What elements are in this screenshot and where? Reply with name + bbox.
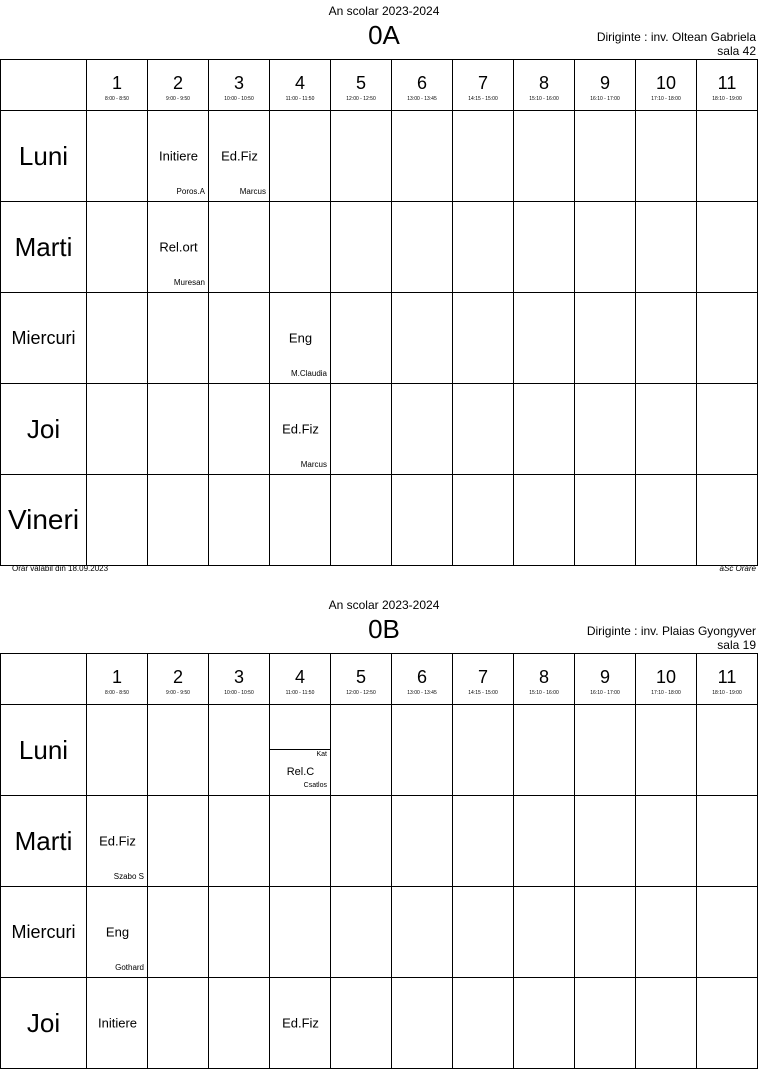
period-number: 10 [655, 667, 677, 687]
class-name: 0A [368, 20, 400, 50]
lesson-cell [331, 887, 392, 978]
period-header [148, 60, 209, 111]
lesson-cell [575, 887, 636, 978]
lesson-cell [453, 796, 514, 887]
period-number: 8 [538, 73, 549, 93]
day-row [1, 796, 758, 887]
lesson-cell [575, 202, 636, 293]
head-teacher-block [597, 30, 756, 58]
lesson-cell [697, 202, 758, 293]
period-number: 2 [172, 667, 183, 687]
period-time: 15:10 - 16:00 [529, 96, 559, 102]
lesson-cell [331, 475, 392, 566]
lesson-cell [87, 796, 148, 887]
timetable-grid [0, 653, 758, 1069]
period-header [453, 654, 514, 705]
lesson-cell [209, 111, 270, 202]
lesson-cell [87, 475, 148, 566]
period-time: 12:00 - 12:50 [346, 690, 376, 696]
lesson-cell [270, 705, 331, 796]
teacher: Gothard [115, 963, 144, 972]
lesson-cell [331, 202, 392, 293]
software-brand: aSc Orare [719, 564, 756, 573]
lesson-cell [392, 384, 453, 475]
period-header [636, 60, 697, 111]
period-header [209, 60, 270, 111]
lesson-cell [148, 202, 209, 293]
lesson-cell [575, 475, 636, 566]
period-time: 14:15 - 15:00 [468, 96, 498, 102]
school-year: An scolar 2023-2024 [328, 4, 440, 18]
period-time: 15:10 - 16:00 [529, 690, 559, 696]
day-row [1, 384, 758, 475]
teacher: Muresan [173, 278, 205, 287]
day-row [1, 978, 758, 1069]
lesson-cell [331, 384, 392, 475]
split-divider [270, 749, 330, 750]
lesson-cell [209, 384, 270, 475]
lesson-cell [331, 293, 392, 384]
lesson-cell [87, 293, 148, 384]
lesson-cell [87, 887, 148, 978]
period-number: 3 [233, 667, 244, 687]
corner-cell [1, 654, 87, 705]
period-header [87, 654, 148, 705]
class-name: 0B [368, 614, 400, 644]
period-header [331, 60, 392, 111]
lesson-cell [514, 796, 575, 887]
lesson-cell [209, 978, 270, 1069]
period-header [575, 654, 636, 705]
head-teacher-block [587, 624, 756, 652]
period-time: 13:00 - 13:45 [407, 690, 437, 696]
room: sala 42 [717, 44, 756, 58]
period-number: 11 [717, 667, 737, 687]
lesson-cell [209, 705, 270, 796]
period-header [392, 60, 453, 111]
lesson-cell [453, 705, 514, 796]
day-name: Joi [1, 978, 87, 1069]
period-time: 8:00 - 8:50 [105, 96, 129, 102]
subject: Eng [105, 924, 130, 940]
period-time: 12:00 - 12:50 [346, 96, 376, 102]
lesson-cell [331, 705, 392, 796]
lesson-cell [453, 111, 514, 202]
lesson-cell [392, 111, 453, 202]
day-name: Marti [1, 202, 87, 293]
teacher: Szabo S [113, 872, 144, 881]
period-number: 7 [477, 667, 488, 687]
lesson-cell [453, 293, 514, 384]
lesson-cell [148, 796, 209, 887]
period-number: 3 [233, 73, 244, 93]
lesson-cell [270, 796, 331, 887]
lesson-cell [514, 384, 575, 475]
lesson-cell [392, 293, 453, 384]
lesson-cell [453, 202, 514, 293]
lesson-cell [636, 978, 697, 1069]
school-year: An scolar 2023-2024 [328, 598, 440, 612]
lesson-cell [148, 293, 209, 384]
period-number: 1 [111, 667, 122, 687]
lesson-cell [392, 705, 453, 796]
day-row [1, 887, 758, 978]
lesson-cell [270, 111, 331, 202]
lesson-cell [697, 384, 758, 475]
subject: Ed.Fiz [282, 1015, 319, 1031]
lesson-cell [209, 887, 270, 978]
lesson-cell [636, 202, 697, 293]
lesson-cell [636, 384, 697, 475]
lesson-cell [514, 202, 575, 293]
head-teacher: Diriginte : inv. Oltean Gabriela [596, 30, 756, 44]
lesson-cell [636, 111, 697, 202]
lesson-cell [87, 202, 148, 293]
valid-from: Orar valabil din 18.09.2023 [12, 564, 109, 573]
period-header [148, 654, 209, 705]
lesson-cell [148, 384, 209, 475]
period-header [575, 60, 636, 111]
teacher: Marcus [300, 460, 327, 469]
period-header [331, 654, 392, 705]
lesson-cell [87, 384, 148, 475]
period-time: 8:00 - 8:50 [105, 690, 129, 696]
subject: Rel.C [286, 766, 315, 778]
lesson-cell [270, 202, 331, 293]
lesson-cell [148, 978, 209, 1069]
lesson-cell [514, 293, 575, 384]
subject: Initiere [97, 1015, 138, 1031]
lesson-cell [392, 475, 453, 566]
lesson-cell [575, 111, 636, 202]
lesson-cell [697, 293, 758, 384]
teacher: M.Claudia [290, 369, 327, 378]
lesson-cell [392, 796, 453, 887]
lesson-cell [636, 705, 697, 796]
lesson-cell [636, 887, 697, 978]
day-name: Marti [1, 796, 87, 887]
period-time: 11:00 - 11:50 [285, 96, 315, 102]
day-name: Luni [1, 705, 87, 796]
period-header-row [1, 654, 758, 705]
lesson-cell [697, 796, 758, 887]
period-number: 6 [416, 667, 427, 687]
lesson-cell [575, 384, 636, 475]
period-header [453, 60, 514, 111]
lesson-cell [697, 887, 758, 978]
lesson-cell [209, 293, 270, 384]
lesson-cell [392, 978, 453, 1069]
lesson-cell [270, 293, 331, 384]
lesson-cell [697, 475, 758, 566]
lesson-cell [514, 111, 575, 202]
lesson-cell [514, 978, 575, 1069]
lesson-cell [636, 293, 697, 384]
lesson-cell [514, 705, 575, 796]
period-time: 17:10 - 18:00 [651, 690, 681, 696]
period-time: 10:00 - 10:50 [224, 96, 254, 102]
lesson-cell [87, 705, 148, 796]
lesson-cell [148, 887, 209, 978]
lesson-cell [270, 384, 331, 475]
day-name: Miercuri [1, 293, 87, 384]
lesson-cell [87, 978, 148, 1069]
lesson-cell [209, 475, 270, 566]
lesson-cell [636, 796, 697, 887]
lesson-cell [575, 978, 636, 1069]
day-name: Joi [1, 384, 87, 475]
period-header [697, 654, 758, 705]
period-time: 17:10 - 18:00 [651, 96, 681, 102]
period-number: 5 [355, 73, 366, 93]
day-row [1, 111, 758, 202]
lesson-cell [575, 293, 636, 384]
teacher: Poros.A [176, 187, 205, 196]
day-name: Miercuri [1, 887, 87, 978]
period-number: 8 [538, 667, 549, 687]
lesson-cell [453, 384, 514, 475]
period-time: 16:10 - 17:00 [590, 96, 620, 102]
period-header [514, 60, 575, 111]
subject: Rel.ort [159, 239, 198, 255]
lesson-cell [209, 202, 270, 293]
period-header [697, 60, 758, 111]
subject: Eng [288, 330, 313, 346]
group-teacher: Kat [316, 751, 327, 758]
room: sala 19 [717, 638, 756, 652]
period-time: 18:10 - 19:00 [712, 96, 742, 102]
lesson-cell [270, 978, 331, 1069]
subject: Ed.Fiz [99, 833, 136, 849]
period-time: 18:10 - 19:00 [712, 690, 742, 696]
day-row [1, 705, 758, 796]
period-header [514, 654, 575, 705]
lesson-cell [392, 202, 453, 293]
period-number: 10 [655, 73, 677, 93]
period-header-row [1, 60, 758, 111]
period-time: 9:00 - 9:50 [166, 96, 190, 102]
period-number: 6 [416, 73, 427, 93]
lesson-cell [392, 887, 453, 978]
lesson-cell [148, 111, 209, 202]
lesson-cell [331, 978, 392, 1069]
lesson-cell [87, 111, 148, 202]
lesson-cell [270, 887, 331, 978]
period-time: 11:00 - 11:50 [285, 690, 315, 696]
lesson-cell [331, 111, 392, 202]
period-header [636, 654, 697, 705]
teacher: Csatlos [303, 782, 327, 789]
day-row [1, 202, 758, 293]
lesson-cell [453, 887, 514, 978]
period-time: 9:00 - 9:50 [166, 690, 190, 696]
lesson-cell [514, 475, 575, 566]
lesson-cell [148, 705, 209, 796]
lesson-cell [209, 796, 270, 887]
period-time: 16:10 - 17:00 [590, 690, 620, 696]
lesson-cell [697, 111, 758, 202]
period-number: 9 [599, 667, 610, 687]
period-header [209, 654, 270, 705]
lesson-cell [575, 705, 636, 796]
lesson-cell [636, 475, 697, 566]
period-time: 13:00 - 13:45 [407, 96, 437, 102]
day-name: Luni [1, 111, 87, 202]
period-number: 4 [294, 73, 305, 93]
corner-cell [1, 60, 87, 111]
lesson-cell [453, 978, 514, 1069]
lesson-cell [697, 978, 758, 1069]
period-time: 10:00 - 10:50 [224, 690, 254, 696]
period-time: 14:15 - 15:00 [468, 690, 498, 696]
timetable-grid [0, 59, 758, 566]
lesson-cell [697, 705, 758, 796]
lesson-cell [331, 796, 392, 887]
subject: Ed.Fiz [282, 421, 319, 437]
day-name: Vineri [1, 475, 87, 566]
period-header [87, 60, 148, 111]
lesson-cell [453, 475, 514, 566]
period-number: 2 [172, 73, 183, 93]
period-number: 7 [477, 73, 488, 93]
period-number: 9 [599, 73, 610, 93]
lesson-cell [270, 475, 331, 566]
head-teacher: Diriginte : inv. Plaias Gyongyver [586, 624, 756, 638]
period-number: 11 [717, 73, 737, 93]
period-number: 4 [294, 667, 305, 687]
period-header [270, 654, 331, 705]
period-number: 5 [355, 667, 366, 687]
lesson-cell [148, 475, 209, 566]
lesson-cell [514, 887, 575, 978]
lesson-cell [575, 796, 636, 887]
subject: Initiere [158, 148, 199, 164]
day-row [1, 475, 758, 566]
subject: Ed.Fiz [221, 148, 258, 164]
period-header [270, 60, 331, 111]
day-row [1, 293, 758, 384]
teacher: Marcus [239, 187, 266, 196]
period-number: 1 [111, 73, 122, 93]
period-header [392, 654, 453, 705]
